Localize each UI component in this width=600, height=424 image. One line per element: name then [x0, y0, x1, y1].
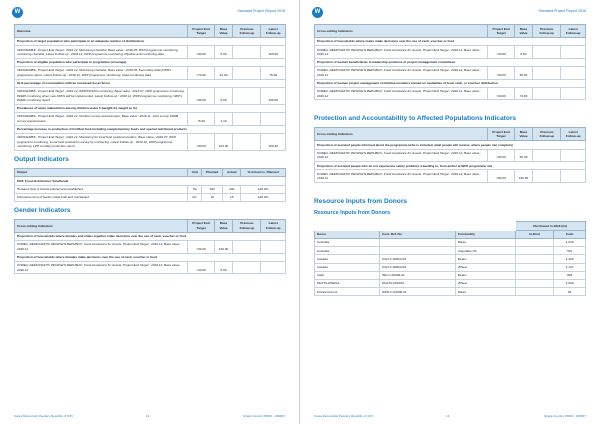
col-header: Planned — [202, 168, 223, 177]
right-page — [300, 0, 600, 424]
indicator-value-latest: 100.40 — [261, 133, 286, 150]
resource-table — [314, 221, 586, 297]
resource-table-body — [315, 239, 586, 296]
table-cell — [515, 255, 554, 263]
running-header: Standard Project Report 2016 — [237, 9, 285, 13]
indicator-title-row — [315, 38, 586, 46]
indicator-value-target: >50.00 — [188, 241, 214, 254]
indicator-title: Percentage increase in production of fortified food including complementary foods and special nutritional products — [15, 125, 286, 133]
indicator-detail: OFFICE/RBS , Project End Target : 2016.12, Monitoring checklist, Base value : 2016.05, Secondary data (OPR's programme report, Latest Follow-up : 2016.12, WFP programme monitoring, Field monitoring data — [15, 66, 188, 79]
resource-inputs-subheading: Resource Inputs from Donors — [314, 209, 391, 216]
table-cell: MULTILATERAL — [380, 280, 456, 288]
outcome-table — [14, 24, 286, 151]
output-indicators-heading: Output Indicators — [14, 155, 69, 163]
table-section-row — [15, 177, 286, 185]
col-header: Base Value — [214, 219, 233, 232]
indicator-detail-row — [15, 66, 286, 79]
protection-heading: Protection and Accountability to Affected Populations Indicators — [314, 115, 517, 123]
table-cell: Private Donors — [315, 288, 380, 296]
col-header: Actual — [223, 168, 241, 177]
table-cell: CAN-C-00520-09 — [380, 263, 456, 271]
table-row — [15, 193, 286, 201]
indicator-value-target: >80.00 — [188, 46, 214, 59]
indicator-value-base: 65.00 — [514, 66, 532, 79]
protection-table-body — [315, 141, 586, 183]
col-header: Outcome — [15, 25, 188, 38]
table-cell: Wheat — [455, 280, 515, 288]
indicator-title: Proportion of eligible population who participate in programme (coverage) — [15, 58, 286, 66]
indicator-value-target: <5.00 — [188, 112, 214, 125]
table-cell: 100.0% — [241, 185, 286, 193]
indicator-title: Proportion of target population who participate in an adequate number of distributions — [15, 38, 286, 46]
indicator-value-prev — [233, 46, 261, 59]
cross-table-body — [315, 38, 586, 100]
col-header: Cross-cutting Indicators — [315, 128, 488, 141]
left-content — [14, 24, 286, 278]
indicator-value-base: 74.00 — [514, 87, 532, 100]
indicator-title-row — [315, 58, 586, 66]
indicator-value-prev — [233, 112, 261, 125]
indicator-detail-row — [15, 133, 286, 150]
footer-left: Korea Democratic People's Republic of (KP) — [14, 414, 73, 418]
table-row — [315, 255, 586, 263]
table-cell: 15 — [202, 193, 223, 201]
indicator-value-base: 0.00 — [214, 87, 233, 104]
table-cell — [515, 271, 554, 279]
indicator-title: Proportion of households where females make decisions over the use of cash, voucher or food — [15, 253, 286, 261]
indicator-value-prev — [233, 66, 261, 79]
table-cell — [515, 247, 554, 255]
indicator-value-latest — [261, 241, 286, 254]
indicator-value-latest — [261, 112, 286, 125]
indicator-detail: OFFICE/RBS , Project End Target : 2016.12, Monitoring checklist, Base value : 2016.05, WFP programme monitoring, monitoring checklist, Latest Follow-up : 2016.12, WFP programme monitoring, Pipeline and monitoring data — [15, 46, 188, 59]
indicator-detail-row — [315, 46, 586, 59]
indicator-value-latest: 100.00 — [261, 46, 286, 59]
indicator-value-prev — [533, 170, 561, 183]
table-cell: 993 — [554, 271, 586, 279]
table-cell: Australia — [315, 247, 380, 255]
indicator-detail-row — [315, 66, 586, 79]
indicator-detail: KOREA, DEMOCRATIC PEOPLE'S REPUBLIC, Food Assistance for Assets, Project End Target : 2016.12, Base value : 2016.12 — [315, 87, 488, 100]
output-table-body — [15, 185, 286, 201]
indicator-value-prev — [233, 241, 261, 254]
indicator-value-prev — [233, 87, 261, 104]
page-number: 12 — [146, 414, 150, 418]
table-row — [315, 239, 586, 247]
indicator-title-row — [315, 79, 586, 87]
indicator-title-row — [15, 79, 286, 87]
col-header: Commodity — [455, 230, 515, 239]
table-cell: 1,400 — [554, 255, 586, 263]
col-header: Project End Target — [188, 219, 214, 232]
col-header: Previous Follow-up — [233, 219, 261, 232]
col-header: % Actual vs. Planned — [241, 168, 286, 177]
indicator-title: Prevalence of acute malnutrition among children under 5 (weight-for-height as %) — [15, 104, 286, 112]
table-cell: 200 — [202, 185, 223, 193]
table-cell: Canada — [315, 263, 380, 271]
indicator-title-row — [15, 38, 286, 46]
indicator-detail: KOREA, DEMOCRATIC PEOPLE'S REPUBLIC, Food Assistance for Assets, Project End Target : 2016.12, Base value : 2016.12 — [15, 261, 188, 274]
outcome-table-body — [15, 38, 286, 151]
indicator-value-prev — [533, 149, 561, 162]
indicator-detail: OFFICE/RBS , Project End Target : 2016.12, Nutrition survey questionnaire, Base value : 2016.11, Joint survey FDNB survey questionnaire — [15, 112, 188, 125]
indicator-detail: KOREA, DEMOCRATIC PEOPLE'S REPUBLIC, Food Assistance for Assets, Project End Target : 2016.12, Base value : 2016.12 — [315, 170, 488, 183]
table-cell: Ha — [188, 185, 202, 193]
footer-right: Single Country PRRO - 200907 — [243, 414, 285, 418]
col-header: Cash — [554, 230, 586, 239]
indicator-value-base: 100.00 — [214, 133, 233, 150]
table-cell: Kilometres (km) of feeder roads built and maintained — [15, 193, 188, 201]
protection-table — [314, 127, 586, 183]
indicator-value-latest — [561, 170, 586, 183]
footer-left: Korea Democratic People's Republic of (KP) — [314, 414, 373, 418]
indicator-value-latest — [561, 87, 586, 100]
indicator-detail: KOREA, DEMOCRATIC PEOPLE'S REPUBLIC, Food Assistance for Assets, Project End Target : 2016.12, Base value : 2016.12 — [315, 66, 488, 79]
table-cell: IND-C-00009-01 — [380, 271, 456, 279]
indicator-title-row — [15, 104, 286, 112]
indicator-detail: OFFICE/RBS , Project End Target : 2016.12, WFP/CP/FFA monitoring, Base value : 2016.07, WFP programme monitoring, PDRR monitoring when new FFKG will be implemented, Latest Follow-up : 2016.12, WFP programme monitoring, WFP's PDRR monitoring report — [15, 87, 188, 104]
col-header: Project End Target — [488, 25, 514, 38]
group-header: Purchased in 2016 (mt) — [515, 221, 585, 230]
indicator-value-prev — [233, 261, 261, 274]
blank-group-cell — [315, 221, 516, 230]
indicator-value-target: >80.00 — [188, 133, 214, 150]
table-cell — [515, 280, 554, 288]
col-header: Previous Follow-up — [233, 25, 261, 38]
indicator-title: Proportion of assisted people who do not experience safety problems travelling to, from and/or at WFP programme site — [315, 162, 586, 170]
indicator-detail-row — [315, 149, 586, 162]
footer-right: Single Country PRRO - 200907 — [544, 414, 586, 418]
indicator-title-row — [15, 253, 286, 261]
table-cell: 1,049 — [554, 239, 586, 247]
col-header: Previous Follow-up — [533, 128, 561, 141]
indicator-value-latest — [561, 66, 586, 79]
indicator-title: Proportion of women beneficiaries in leadership positions of project management committees — [315, 58, 586, 66]
indicator-value-base: 0.00 — [514, 46, 532, 59]
indicator-title: Proportion of women project management committee members trained on modalities of food, cash, or voucher distribution — [315, 79, 586, 87]
col-header: Latest Follow-up — [261, 219, 286, 232]
indicator-value-target: >80.00 — [188, 87, 214, 104]
indicator-value-base: 66.00 — [514, 149, 533, 162]
page-number: 13 — [446, 414, 450, 418]
indicator-title-row — [15, 232, 286, 240]
indicator-value-prev — [533, 46, 561, 59]
table-cell: Beans — [455, 255, 515, 263]
table-cell: 15 — [223, 193, 241, 201]
indicator-value-base: 100.00 — [514, 170, 533, 183]
running-header: Standard Project Report 2016 — [538, 9, 586, 13]
table-cell: Km — [188, 193, 202, 201]
table-cell: Beans — [455, 271, 515, 279]
col-header: Latest Follow-up — [561, 25, 586, 38]
wfp-logo-icon: W — [12, 7, 23, 18]
indicator-detail: KOREA, DEMOCRATIC PEOPLE'S REPUBLIC, Food Assistance for Assets, Project End Target : 2016.12, Base value : 2016.12 — [315, 149, 488, 162]
col-header: Base Value — [214, 25, 233, 38]
table-cell — [380, 239, 456, 247]
col-header: Unit — [188, 168, 202, 177]
indicator-title: Proportion of households where females and males together make decisions over the use of cash, voucher or food — [15, 232, 286, 240]
indicator-title-row — [15, 125, 286, 133]
table-cell: Maize — [455, 288, 515, 296]
col-header: Project End Target — [488, 128, 514, 141]
resource-inputs-heading: Resource Inputs from Donors — [314, 197, 408, 205]
gender-indicators-heading: Gender Indicators — [14, 206, 71, 214]
table-cell: Maize — [455, 239, 515, 247]
col-header: Previous Follow-up — [533, 25, 561, 38]
table-cell: Canada — [315, 255, 380, 263]
indicator-value-latest — [261, 261, 286, 274]
col-header: Cross-cutting Indicators — [15, 219, 188, 232]
table-cell: 100.0% — [241, 193, 286, 201]
col-header: Cont. Ref. No. — [380, 230, 456, 239]
col-header: Base Value — [514, 25, 532, 38]
table-cell: Australia — [315, 239, 380, 247]
indicator-value-base: 0.00 — [214, 261, 233, 274]
indicator-title-row — [315, 162, 586, 170]
indicator-detail: KOREA, DEMOCRATIC PEOPLE'S REPUBLIC, Food Assistance for Assets, Project End Target : 2016.12, Base value : 2016.12 — [315, 46, 488, 59]
table-cell — [380, 247, 456, 255]
indicator-detail-row — [15, 46, 286, 59]
indicator-value-target: >80.00 — [488, 170, 514, 183]
indicator-value-prev — [233, 133, 261, 150]
gender-table-body — [15, 232, 286, 274]
table-row — [315, 280, 586, 288]
indicator-title-row — [315, 141, 586, 149]
table-cell: WPD-C-03009-01 — [380, 288, 456, 296]
indicator-value-base: 61.00 — [214, 66, 233, 79]
table-cell — [515, 239, 554, 247]
indicator-detail-row — [15, 261, 286, 274]
indicator-title: Proportion of assisted people informed about the programme (who is included, what people will receive, where people can complain) — [315, 141, 586, 149]
indicator-value-base: 1.10 — [214, 112, 233, 125]
indicator-detail: KOREA, DEMOCRATIC PEOPLE'S REPUBLIC, Food Assistance for Assets, Project End Target : 2016.12, Base value : 2016.12 — [15, 241, 188, 254]
indicator-detail-row — [315, 87, 586, 100]
table-cell: 501 — [554, 247, 586, 255]
indicator-value-latest — [561, 46, 586, 59]
table-cell: Vegetable Oil — [455, 247, 515, 255]
indicator-value-base: 0.00 — [214, 46, 233, 59]
table-cell: MULTILATERAL — [315, 280, 380, 288]
table-cell: CAN-C-00520-09 — [380, 255, 456, 263]
indicator-value-target: >80.00 — [488, 149, 514, 162]
indicator-detail-row — [15, 112, 286, 125]
indicator-value-latest: 100.00 — [261, 87, 286, 104]
col-header: In-Kind — [515, 230, 554, 239]
table-row — [15, 185, 286, 193]
indicator-title-row — [15, 58, 286, 66]
table-cell — [515, 288, 554, 296]
indicator-detail-row — [15, 87, 286, 104]
output-table — [14, 168, 286, 202]
indicator-detail: OFFICE/RBS , Project End Target : 2016.12, Monitoring for local food producers/millers, Base value : 2016.07, WFP programme monitoring, Local food production survey by monitoring, Latest Follow-up : 2016.12, WFP programme monitoring, LPP monthly production report — [15, 133, 188, 150]
table-row — [315, 271, 586, 279]
col-header: Project End Target — [188, 25, 214, 38]
indicator-value-base: 100.00 — [214, 241, 233, 254]
indicator-value-prev — [533, 66, 561, 79]
table-cell: Hectares (ha) of forests planted and established — [15, 185, 188, 193]
col-header: Latest Follow-up — [261, 25, 286, 38]
col-header: Base Value — [514, 128, 533, 141]
indicator-value-target: >60.00 — [488, 87, 514, 100]
indicator-value-prev — [533, 87, 561, 100]
indicator-detail-row — [15, 241, 286, 254]
section-label: SO3: Food distribution: Smallscale — [15, 177, 286, 185]
table-cell — [515, 263, 554, 271]
indicator-title: Proportion of households where males make decisions over the use of cash, voucher or food — [315, 38, 586, 46]
table-cell: Wheat — [455, 263, 515, 271]
table-cell: 82 — [554, 288, 586, 296]
indicator-value-target: >70.00 — [188, 66, 214, 79]
indicator-detail-row — [315, 170, 586, 183]
table-cell: 1,127 — [554, 263, 586, 271]
indicator-title: GLS-percentage of communities with an increased Asset Score — [15, 79, 286, 87]
indicator-value-latest: 75.00 — [261, 66, 286, 79]
table-row — [315, 247, 586, 255]
table-row — [315, 288, 586, 296]
table-cell: 1,099 — [554, 280, 586, 288]
cross-cutting-table — [314, 24, 586, 100]
indicator-value-target: >30.00 — [188, 261, 214, 274]
col-header: Cross-cutting Indicators — [315, 25, 488, 38]
table-row — [315, 263, 586, 271]
col-header: Output — [15, 168, 188, 177]
col-header: Latest Follow-up — [561, 128, 586, 141]
indicator-value-target: >50.00 — [488, 66, 514, 79]
right-content — [314, 24, 586, 300]
table-cell: 200 — [223, 185, 241, 193]
indicator-value-target: >20.00 — [488, 46, 514, 59]
col-header: Donor — [315, 230, 380, 239]
wfp-logo-icon: W — [312, 7, 323, 18]
table-cell: India — [315, 271, 380, 279]
indicator-value-latest — [561, 149, 586, 162]
gender-table — [14, 219, 286, 275]
